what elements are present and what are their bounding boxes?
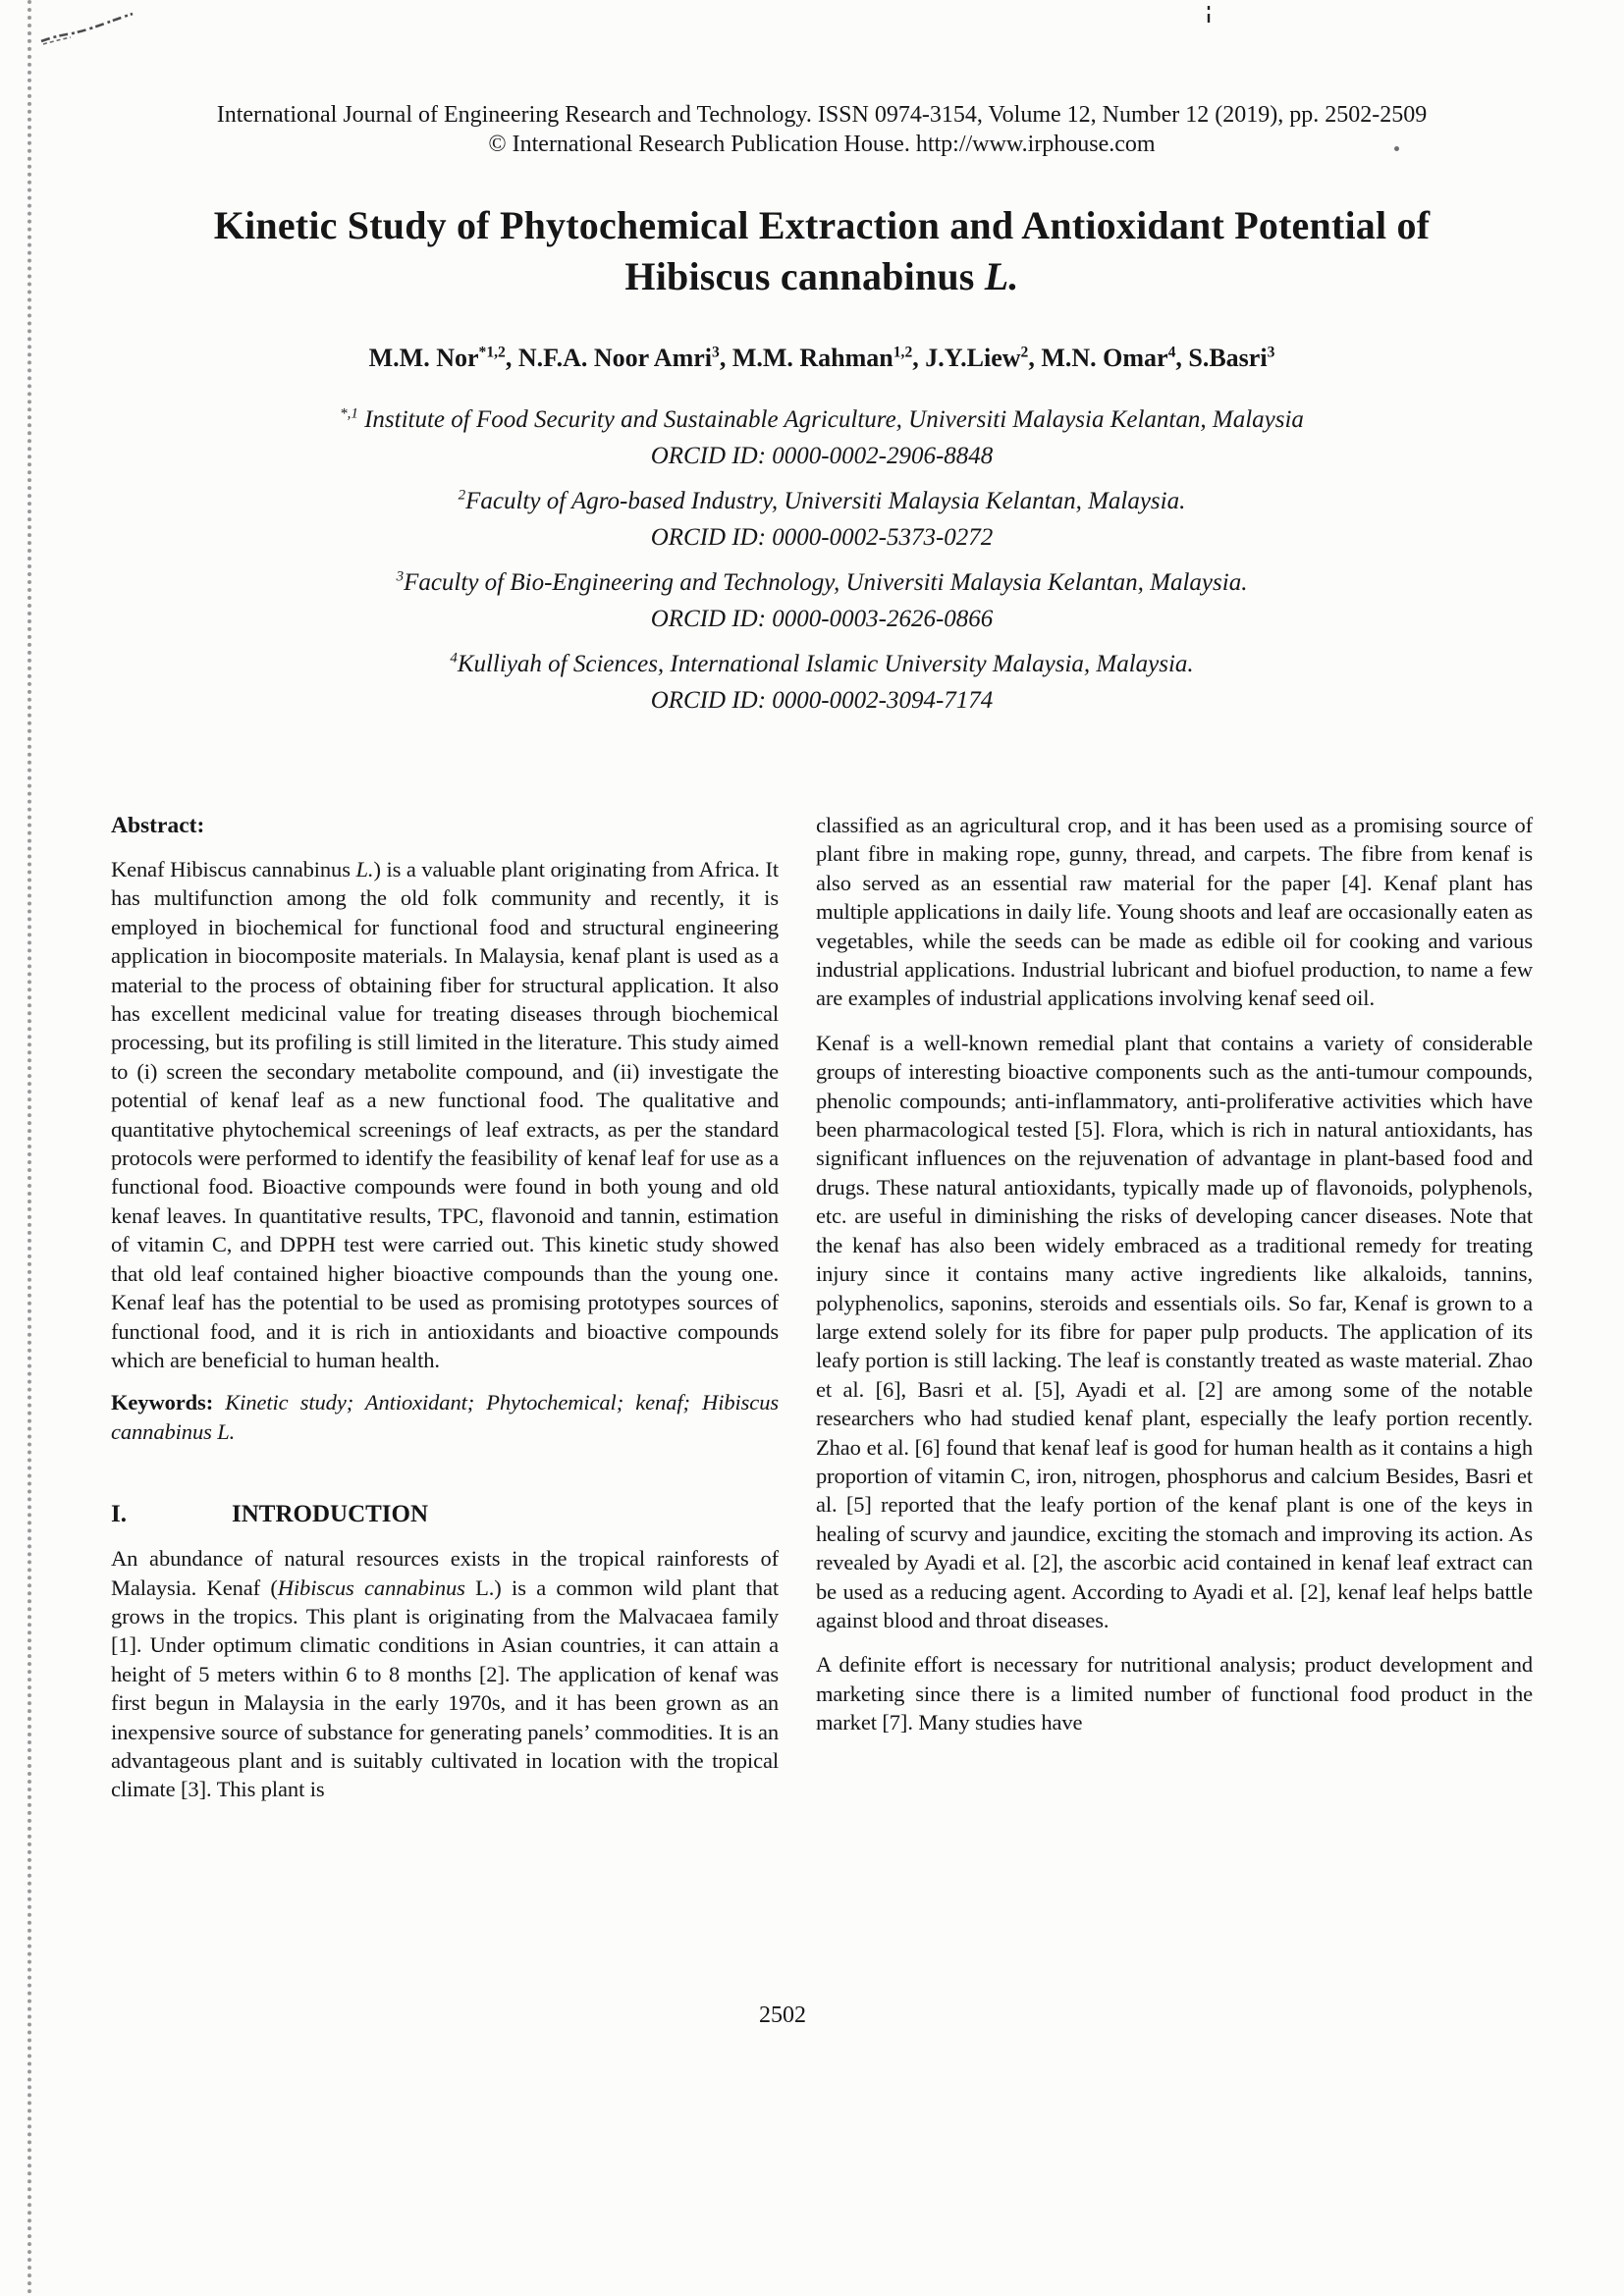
body-paragraph: Kenaf is a well-known remedial plant that contains a variety of considerable groups of interesting bioactive components such as the anti-tumour compounds, phenolic compounds; anti-inflammatory, anti-proliferative activities which have been pharmacological tested [5]. Flora, which is rich in natural antioxidants, has significant influences on the rejuvenation of advantage in plant-based food and drugs. These natural antioxidants, typically made up of flavonoids, polyphenols, etc. are useful in diminishing the risks of developing cancer diseases. Note that the kenaf has also been widely embraced as a traditional remedy for treating injury since it contains many active ingredients like alkaloids, tannins, polyphenolics, saponins, steroids and essentials oils. So far, Kenaf is grown to a large extend solely for its fibre for paper pulp products. The application of its leafy portion is still lacking. The leaf is constantly treated as waste material. Zhao et al. [6], Basri et al. [5], Ayadi et al. [2] are among some of the notable researchers who had studied kenaf plant, especially the leafy portion recently. Zhao et al. [6] found that kenaf leaf is good for human health as it contains a high proportion of vitamin C, iron, nitrogen, phosphorus and calcium Besides, Basri et al. [5] reported that the leafy portion of the kenaf plant is one of the keys in healing of scurvy and jaundice, exciting the stomach and improving its action. As revealed by Ayadi et al. [2], the ascorbic acid contained in kenaf leaf extract can be used as a reducing agent. According to Ayadi et al. [2], kenaf leaf helps battle against blood and throat diseases.	[816, 1030, 1533, 1632]
body-paragraph: A definite effort is necessary for nutritional analysis; product development and marketing since there is a limited number of functional food product in the market [7]. Many studies have	[816, 1652, 1533, 1735]
paper-title-species: L.	[984, 254, 1019, 298]
scan-artifact-edge-dots	[27, 0, 31, 2296]
affiliation-superscript: 2	[458, 487, 466, 504]
paper-title	[111, 200, 1533, 302]
affiliation	[111, 483, 1533, 556]
author-name: M.M. Nor	[368, 344, 479, 372]
author-superscript: 3	[712, 344, 720, 361]
orcid-line: ORCID ID: 0000-0002-2906-8848	[650, 443, 994, 469]
page-number: 2502	[759, 2002, 806, 2028]
keywords-text: Kinetic study; Antioxidant; Phytochemical; kenaf; Hibiscus cannabinus L.	[111, 1390, 779, 1444]
journal-header	[111, 100, 1533, 159]
paper-page	[111, 0, 1533, 2028]
orcid-line: ORCID ID: 0000-0003-2626-0866	[650, 606, 994, 632]
author-name: , J.Y.Liew	[912, 344, 1021, 372]
affiliation	[111, 564, 1533, 637]
journal-header-line1: International Journal of Engineering Research and Technology. ISSN 0974-3154, Volume 12, Number 12 (2019), pp. 2502-2509	[216, 102, 1428, 128]
introduction-paragraph: An abundance of natural resources exists in the tropical rainforests of Malaysia. Kenaf (Hibiscus cannabinus L.) is a common wild plant that grows in the tropics. This plant is originating from the Malvacaea family [1]. Under optimum climatic conditions in Asian countries, it can attain a height of 5 meters within 6 to 8 months [2]. The application of kenaf was first begun in Malaysia in the early 1970s, and it has been grown as an inexpensive source of substance for generating panels’ commodities. It is an advantageous plant and is suitably cultivated in location with the tropical climate [3]. This plant is	[111, 1546, 780, 1802]
keywords-line	[111, 1388, 779, 1446]
authors-line	[111, 342, 1533, 375]
affiliation	[111, 401, 1533, 474]
column-gap	[779, 811, 816, 1804]
body-paragraph: classified as an agricultural crop, and it has been used as a promising source of plant fibre in making rope, gunny, thread, and carpets. The fibre from kenaf is also served as an essential raw material for the paper [4]. Kenaf plant has multiple applications in daily life. Young shoots and leaf are occasionally eaten as vegetables, while the seeds can be made as edible oil for cooking and various industrial applications. Industrial lubricant and biofuel production, to name a few are examples of industrial applications involving kenaf seed oil.	[816, 813, 1533, 1011]
keywords-label: Keywords:	[111, 1390, 214, 1415]
affiliation-superscript: 4	[450, 650, 458, 667]
orcid-line: ORCID ID: 0000-0002-3094-7174	[650, 687, 994, 714]
section-title: INTRODUCTION	[232, 1501, 429, 1528]
affiliation	[111, 646, 1533, 719]
abstract-paragraph: Kenaf Hibiscus cannabinus L.) is a valuable plant originating from Africa. It has multifunction among the old folk community and recently, it is employed in biochemical for functional food and structural engineering application in biocomposite materials. In Malaysia, kenaf plant is used as a material to the process of obtaining fiber for structural application. It also has excellent medicinal value for treating diseases through biochemical processing, but its profiling is still limited in the literature. This study aimed to (i) screen the secondary metabolite compound, and (ii) investigate the potential of kenaf leaf as a new functional food. The qualitative and quantitative phytochemical screenings of leaf extracts, as per the standard protocols were performed to identify the feasibility of kenaf leaf for use as a functional food. Bioactive compounds were found in both young and old kenaf leaves. In quantitative results, TPC, flavonoid and tannin, estimation of vitamin C, and DPPH test were carried out. This kinetic study showed that old leaf contained higher bioactive compounds than the young one. Kenaf leaf has the potential to be used as promising prototypes sources of functional food, and it is rich in antioxidants and bioactive compounds which are beneficial to human health.	[111, 857, 779, 1372]
author-superscript: 4	[1167, 344, 1176, 361]
section-number: I.	[111, 1501, 127, 1528]
author-name: , S.Basri	[1175, 344, 1268, 372]
affiliation-line: $^2$Faculty of Agro-based Industry, Universiti Malaysia Kelantan, Malaysia.	[458, 487, 1186, 514]
affiliation-superscript: 3	[396, 568, 405, 585]
affiliation-line: $^4$Kulliyah of Sciences, International Islamic University Malaysia, Malaysia.	[450, 650, 1194, 677]
right-column	[816, 811, 1533, 1804]
paper-title-line1: Kinetic Study of Phytochemical Extraction and Antioxidant Potential of	[213, 203, 1431, 247]
author-name: , M.N. Omar	[1028, 344, 1168, 372]
affiliations-block	[111, 401, 1533, 719]
journal-header-line2: © International Research Publication House. http://www.irphouse.com	[488, 132, 1156, 157]
abstract-heading: Abstract:	[111, 813, 205, 838]
author-superscript: 2	[1020, 344, 1029, 361]
paper-title-line2: Hibiscus cannabinus	[624, 254, 985, 298]
author-superscript: 1,2	[893, 344, 913, 361]
author-name: , M.M. Rahman	[719, 344, 893, 372]
affiliation-superscript: *,1	[340, 405, 358, 422]
affiliation-line: $^3$Faculty of Bio-Engineering and Technology, Universiti Malaysia Kelantan, Malaysia.	[396, 568, 1248, 596]
left-column	[111, 811, 779, 1804]
affiliation-line: $^{*,1}$ Institute of Food Security and Sustainable Agriculture, Universiti Malaysia Kelantan, Malaysia	[340, 405, 1304, 433]
author-name: , N.F.A. Noor Amri	[505, 344, 713, 372]
two-column-body	[111, 811, 1533, 1804]
author-superscript: *1,2	[478, 344, 506, 361]
author-superscript: 3	[1267, 344, 1275, 361]
section-heading-introduction	[111, 1500, 779, 1529]
orcid-line: ORCID ID: 0000-0002-5373-0272	[650, 524, 994, 551]
